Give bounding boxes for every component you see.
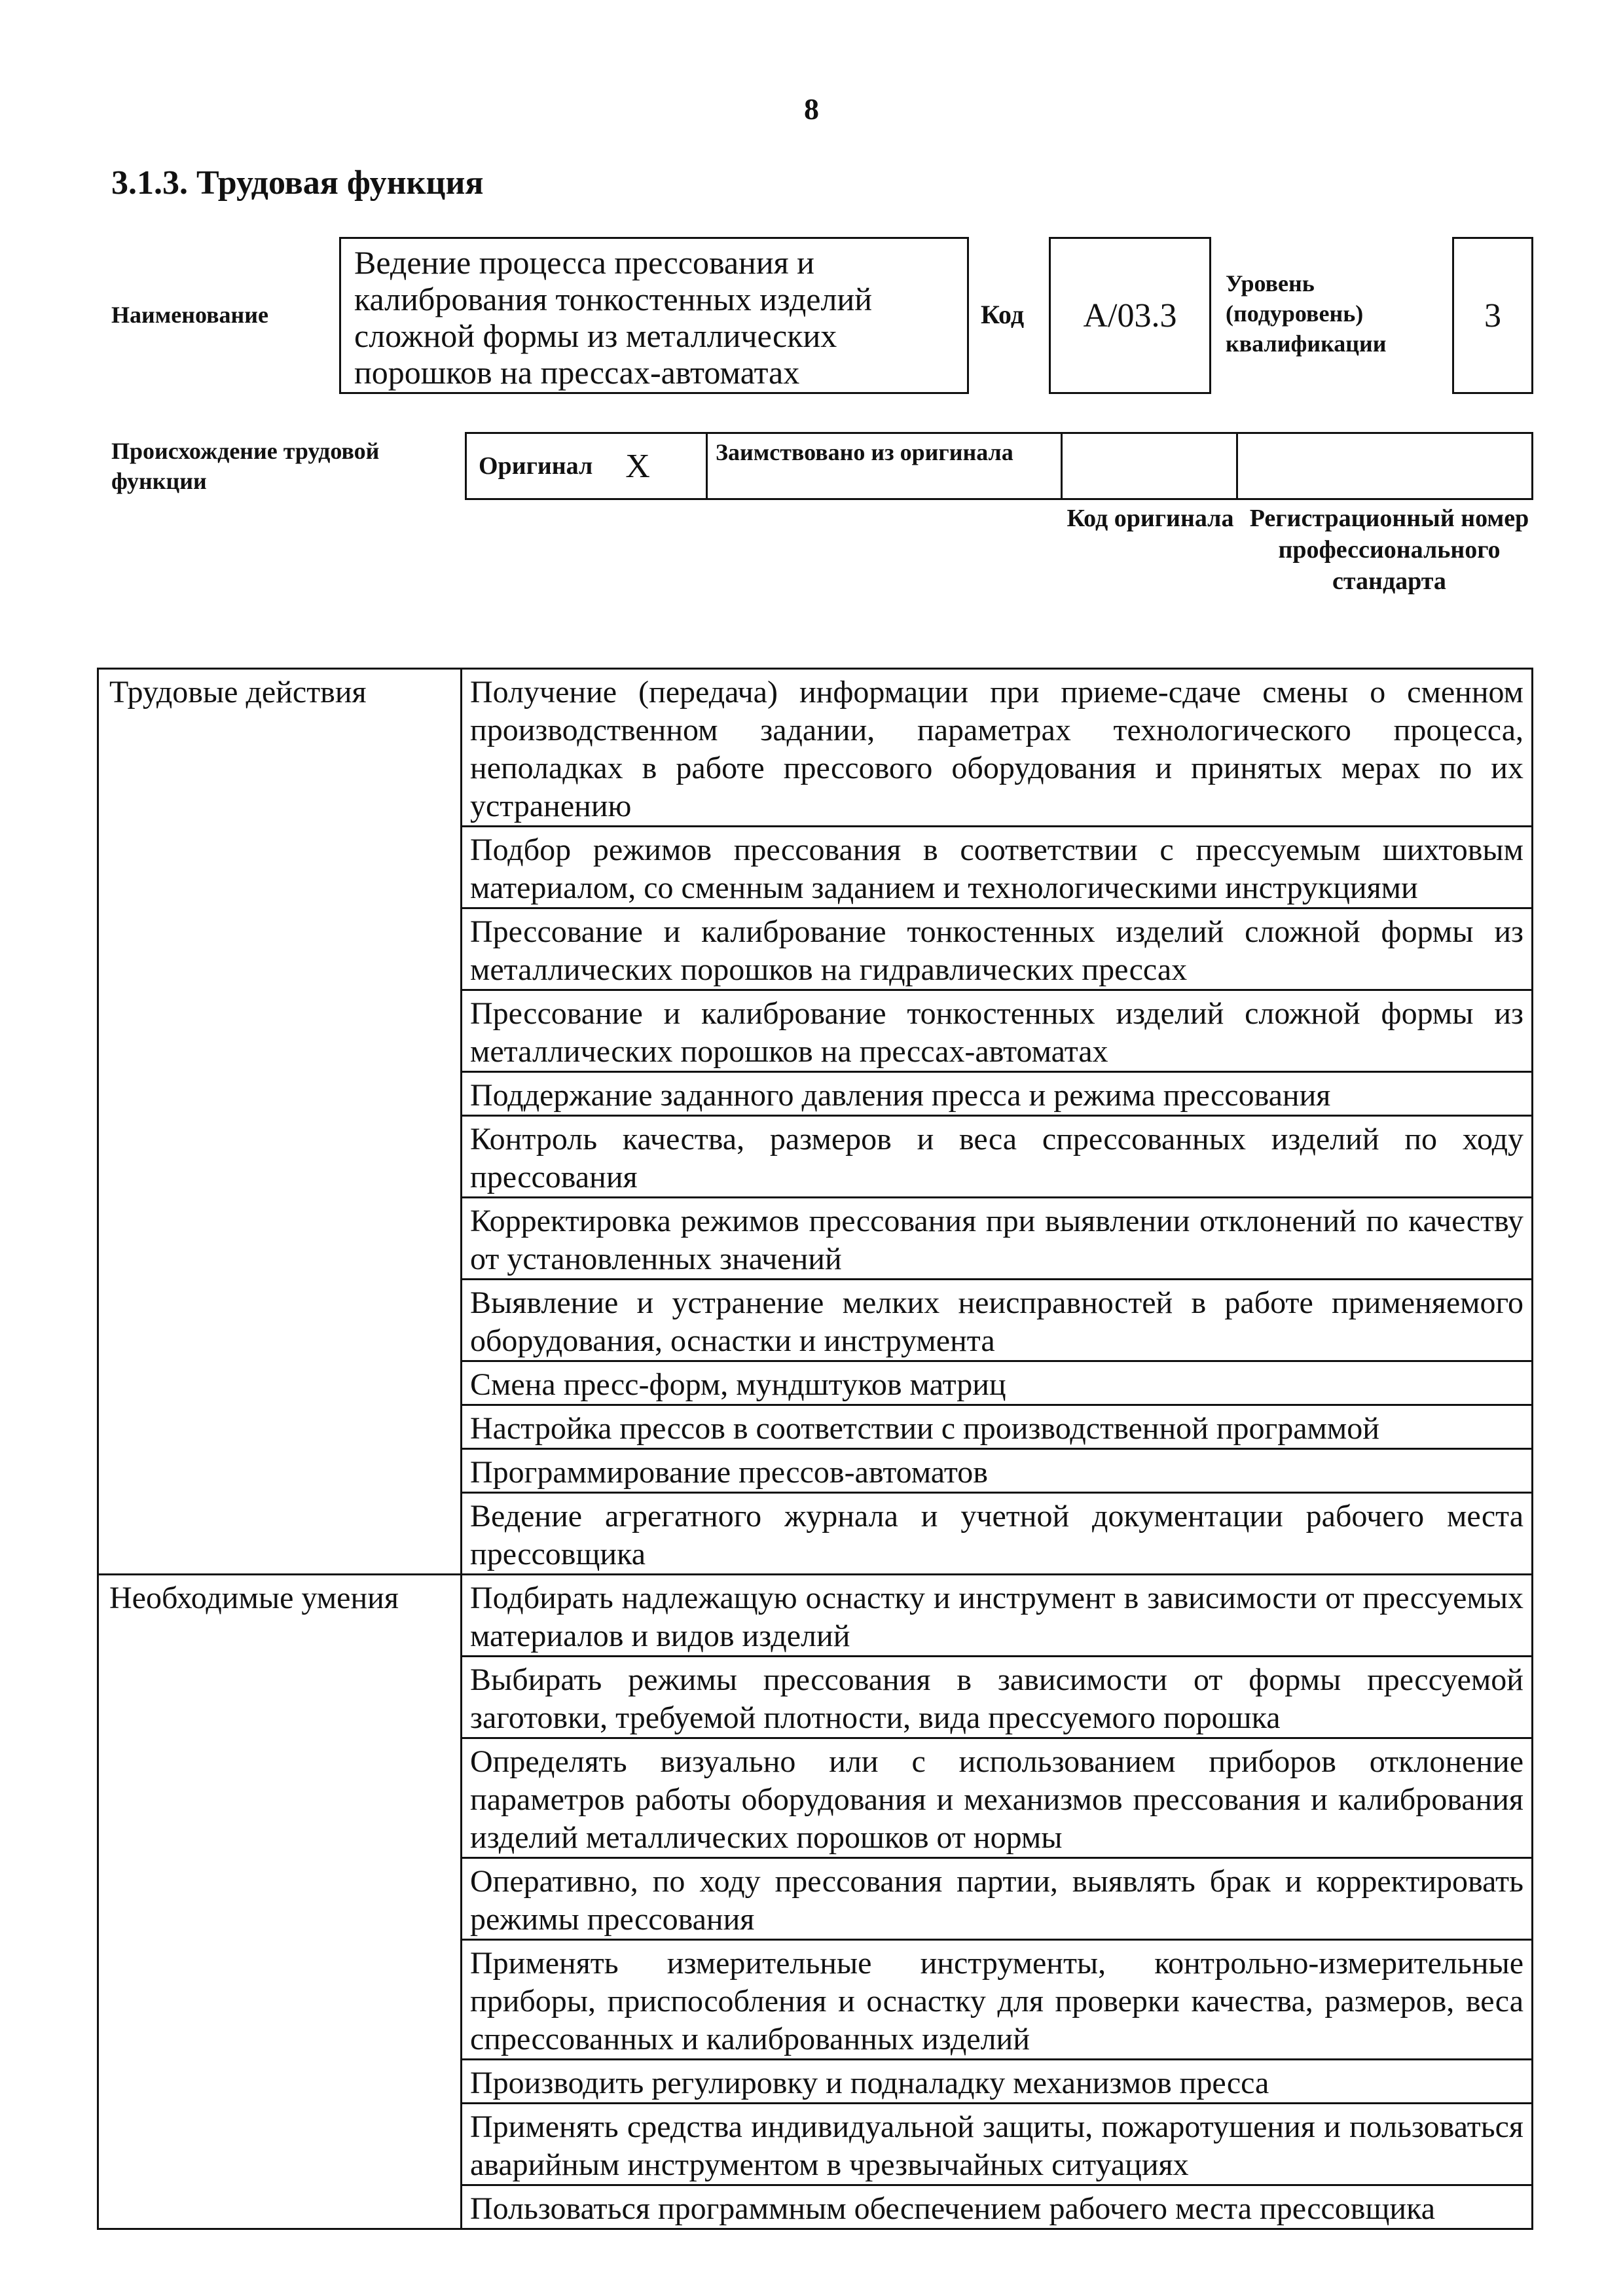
skill-item: Применять измерительные инструменты, контрольно-измерительные приборы, приспособления и оснастку для проверки качества, размеров, веса спрессованных и калиброванных изделий — [462, 1940, 1533, 2060]
labor-action-item: Ведение агрегатного журнала и учетной документации рабочего места прессовщика — [462, 1493, 1533, 1575]
origin-row — [465, 432, 1533, 500]
labor-action-item: Программирование прессов-автоматов — [462, 1449, 1533, 1493]
skill-item: Производить регулировку и подналадку механизмов пресса — [462, 2060, 1533, 2104]
qualification-level-box — [1452, 237, 1533, 394]
borrowed-label: Заимствовано из оригинала — [716, 439, 1013, 465]
function-code-box — [1049, 237, 1211, 394]
function-code-value: A/03.3 — [1083, 296, 1177, 334]
reg-number-cell — [1238, 434, 1531, 498]
labor-action-item: Настройка прессов в соответствии с производственной программой — [462, 1405, 1533, 1449]
origin-label: Происхождение трудовой функции — [111, 438, 380, 494]
original-code-cell — [1063, 434, 1238, 498]
skill-item: Определять визуально или с использованием приборов отклонение параметров работы оборудования и механизмов прессования и калибрования изделий металлических порошков от нормы — [462, 1738, 1533, 1858]
qualification-level-value: 3 — [1484, 296, 1501, 334]
section-title: 3.1.3. Трудовая функция — [111, 164, 484, 202]
skill-item: Применять средства индивидуальной защиты, пожаротушения и пользоваться аварийным инструментом в чрезвычайных ситуациях — [462, 2104, 1533, 2185]
skill-item: Подбирать надлежащую оснастку и инструмент в зависимости от прессуемых материалов и видов изделий — [462, 1575, 1533, 1657]
skill-category-label: Необходимые умения — [98, 1575, 462, 2229]
skill-item: Пользоваться программным обеспечением рабочего места прессовщика — [462, 2185, 1533, 2229]
borrowed-cell — [708, 434, 1063, 498]
skill-item: Оперативно, по ходу прессования партии, выявлять брак и корректировать режимы прессования — [462, 1858, 1533, 1940]
labor-function-table — [97, 668, 1533, 2230]
skill-row — [98, 1575, 1533, 1657]
code-label: Код — [981, 300, 1025, 329]
original-label: Оригинал — [479, 452, 593, 480]
labor-function-table-body — [98, 669, 1533, 2229]
labor-action-item: Корректировка режимов прессования при выявлении отклонений по качеству от установленных значений — [462, 1198, 1533, 1280]
original-cell — [467, 434, 708, 498]
labor-action-item: Выявление и устранение мелких неисправностей в работе применяемого оборудования, оснастки и инструмента — [462, 1280, 1533, 1361]
labor-action-item: Подбор режимов прессования в соответствии с прессуемым шихтовым материалом, со сменным заданием и технологическими инструкциями — [462, 827, 1533, 908]
labor-action-item: Прессование и калибрование тонкостенных изделий сложной формы из металлических порошков на прессах-автоматах — [462, 990, 1533, 1072]
labor-action-category-label: Трудовые действия — [98, 669, 462, 1575]
labor-action-item: Прессование и калибрование тонкостенных изделий сложной формы из металлических порошков на гидравлических прессах — [462, 908, 1533, 990]
labor-action-item: Контроль качества, размеров и веса спрессованных изделий по ходу прессования — [462, 1116, 1533, 1198]
labor-action-row — [98, 669, 1533, 827]
labor-action-item: Поддержание заданного давления пресса и режима прессования — [462, 1072, 1533, 1116]
function-name-box: Ведение процесса прессования и калибрования тонкостенных изделий сложной формы из металлических порошков на прессах-автоматах — [339, 237, 969, 394]
name-label: Наименование — [111, 302, 268, 328]
reg-number-caption: Регистрационный номер профессионального стандарта — [1249, 505, 1529, 595]
level-label: Уровень (подуровень) квалификации — [1226, 270, 1387, 357]
labor-action-item: Смена пресс-форм, мундштуков матриц — [462, 1361, 1533, 1405]
labor-action-item: Получение (передача) информации при приеме-сдаче смены о сменном производственном задании, параметрах технологического процесса, неполадках в работе прессового оборудования и принятых мерах по их устранению — [462, 669, 1533, 827]
original-mark: X — [625, 447, 650, 485]
page-number: 8 — [804, 92, 819, 126]
skill-item: Выбирать режимы прессования в зависимости от формы прессуемой заготовки, требуемой плотности, вида прессуемого порошка — [462, 1657, 1533, 1738]
original-code-caption: Код оригинала — [1067, 505, 1234, 532]
